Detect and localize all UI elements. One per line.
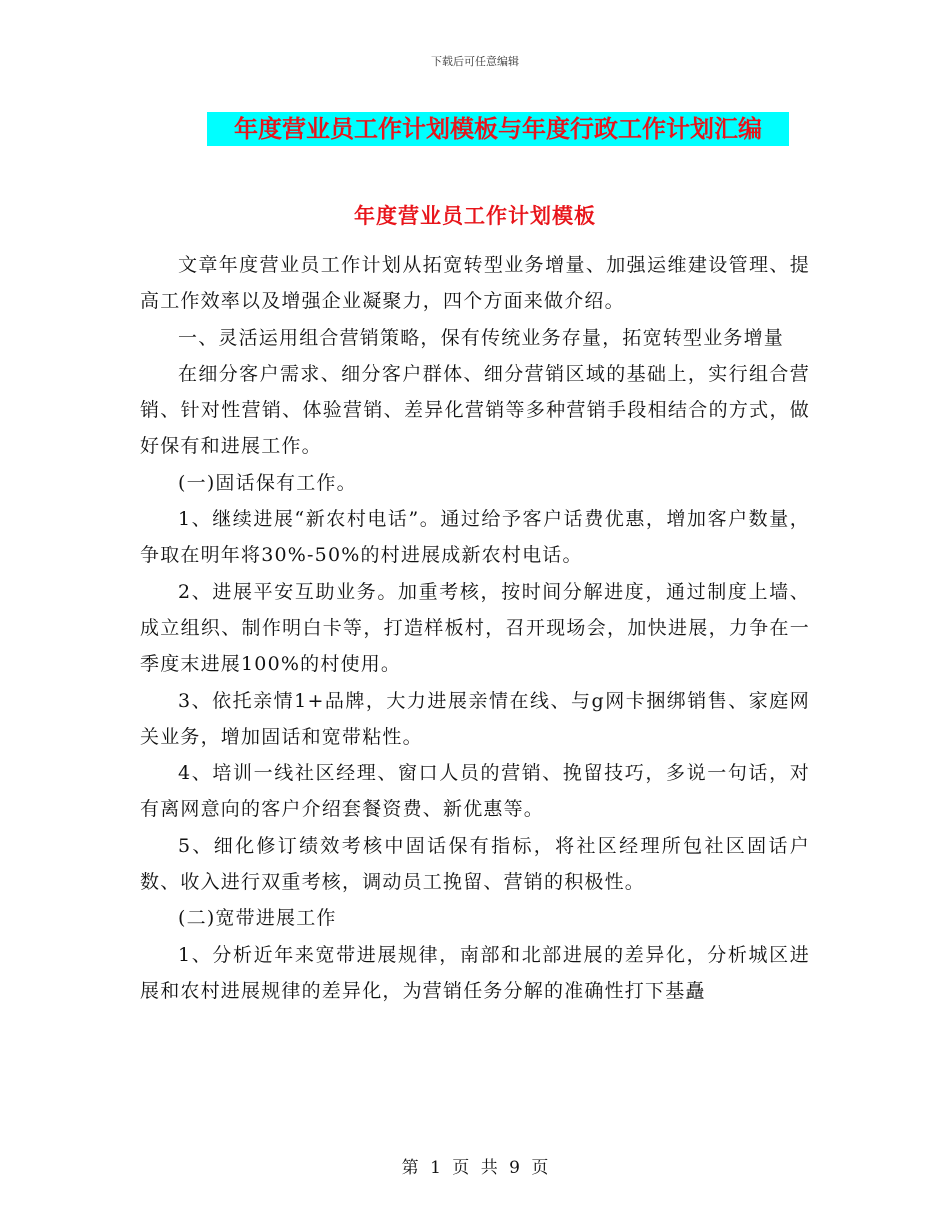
paragraph-subheading-1: (一)固话保有工作。 xyxy=(178,471,357,494)
paragraph-item: 4、培训一线社区经理、窗口人员的营销、挽留技巧，多说一句话，对有离网意向的客户介绍套餐资费、新优惠等。 xyxy=(140,762,810,821)
header-note: 下载后可任意编辑 xyxy=(431,55,519,68)
paragraph-subheading-2: (二)宽带进展工作 xyxy=(178,907,337,930)
main-title: 年度营业员工作计划模板与年度行政工作计划汇编 xyxy=(234,115,762,143)
paragraph-intro: 文章年度营业员工作计划从拓宽转型业务增量、加强运维建设管理、提高工作效率以及增强企业凝聚力，四个方面来做介绍。 xyxy=(140,254,810,313)
paragraph-item: 5、细化修订绩效考核中固话保有指标，将社区经理所包社区固话户数、收入进行双重考核，调动员工挽留、营销的积极性。 xyxy=(140,834,810,894)
body-text xyxy=(140,247,810,1009)
page-number: 第 1 页 共 9 页 xyxy=(401,1158,549,1178)
paragraph-item: 2、进展平安互助业务。加重考核，按时间分解进度，通过制度上墙、成立组织、制作明白卡等，打造样板村，召开现场会，加快进展，力争在一季度末进展100%的村使用。 xyxy=(140,580,810,676)
paragraph: 在细分客户需求、细分客户群体、细分营销区域的基础上，实行组合营销、针对性营销、体验营销、差异化营销等多种营销手段相结合的方式，做好保有和进展工作。 xyxy=(140,362,810,458)
paragraph-heading-1: 一、灵活运用组合营销策略，保有传统业务存量，拓宽转型业务增量 xyxy=(178,326,785,349)
section-title: 年度营业员工作计划模板 xyxy=(354,204,596,228)
main-title-highlight xyxy=(207,112,789,146)
paragraph-item: 1、继续进展“新农村电话”。通过给予客户话费优惠，增加客户数量，争取在明年将30%-50%的村进展成新农村电话。 xyxy=(140,508,810,567)
paragraph-item: 3、依托亲情1+品牌，大力进展亲情在线、与g网卡捆绑销售、家庭网关业务，增加固话和宽带粘性。 xyxy=(140,689,810,748)
paragraph-item: 1、分析近年来宽带进展规律，南部和北部进展的差异化，分析城区进展和农村进展规律的差异化，为营销任务分解的准确性打下基矗 xyxy=(140,943,810,1002)
